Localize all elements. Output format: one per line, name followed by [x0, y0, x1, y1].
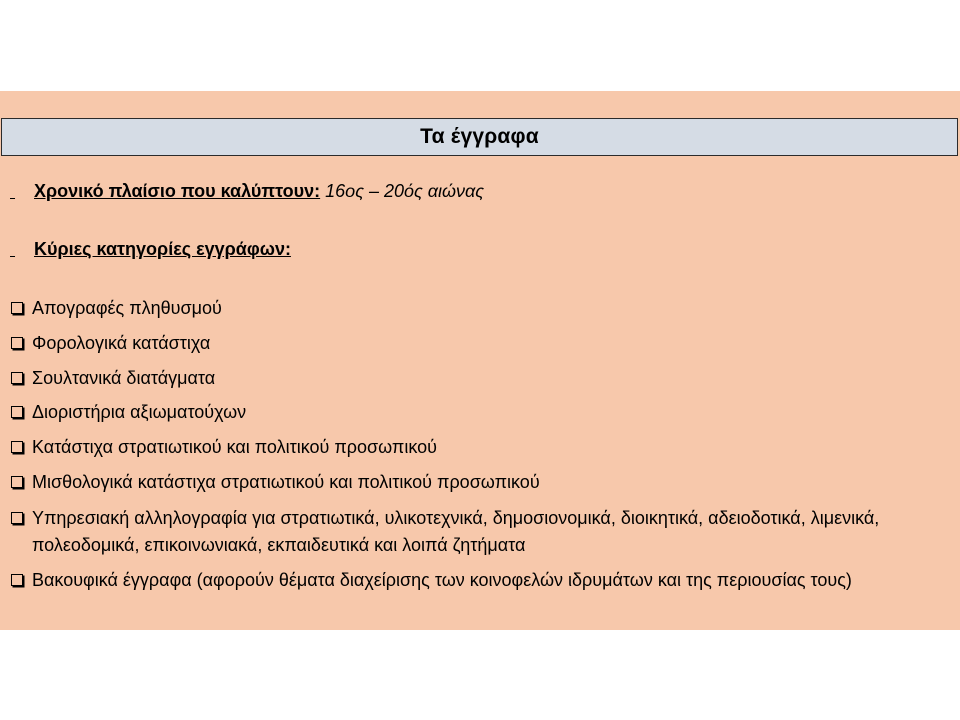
list-item-text: Υπηρεσιακή αλληλογραφία για στρατιωτικά, υλικοτεχνικά, δημοσιονομικά, διοικητικά, αδειοδοτικά, λιμενικά, πολεοδομικά, επικοινωνιακά, εκπαιδευτικά και λοιπά ζητήματα: [32, 508, 880, 555]
checkbox-bullet-icon: [11, 574, 23, 586]
checkbox-bullet-icon: [11, 476, 23, 488]
indent-underline: [10, 181, 34, 202]
checkbox-bullet-icon: [11, 337, 23, 349]
checkbox-bullet-icon: [11, 512, 23, 524]
checkbox-bullet-icon: [11, 441, 23, 453]
checkbox-bullet-icon: [11, 406, 23, 418]
list-item-text: Βακουφικά έγγραφα (αφορούν θέματα διαχείρισης των κοινοφελών ιδρυμάτων και της περιουσίας τους): [32, 570, 852, 590]
checkbox-bullet-icon: [11, 302, 23, 314]
list-item-text: Μισθολογικά κατάστιχα στρατιωτικού και πολιτικού προσωπικού: [32, 472, 540, 492]
list-item: [10, 330, 950, 357]
page-title: Τα έγγραφα: [420, 125, 539, 148]
timeframe-line: [10, 181, 484, 202]
list-item: [10, 434, 950, 461]
timeframe-value: 16ος – 20ός αιώνας: [325, 181, 485, 201]
timeframe-label: Χρονικό πλαίσιο που καλύπτουν:: [34, 181, 321, 201]
list-item-text: Σουλτανικά διατάγματα: [32, 368, 216, 388]
list-item-text: Απογραφές πληθυσμού: [32, 298, 222, 318]
list-item: [10, 469, 950, 496]
list-item: [10, 567, 950, 594]
categories-heading: Κύριες κατηγορίες εγγράφων:: [34, 239, 291, 259]
checkbox-bullet-icon: [11, 372, 23, 384]
list-item-text: Διοριστήρια αξιωματούχων: [32, 402, 247, 422]
list-item-text: Κατάστιχα στρατιωτικού και πολιτικού προσωπικού: [32, 437, 437, 457]
list-item: [10, 399, 950, 426]
list-item-text: Φορολογικά κατάστιχα: [32, 333, 211, 353]
categories-heading-line: [10, 239, 291, 260]
list-item: [10, 505, 950, 559]
indent-underline: [10, 239, 34, 260]
list-item: [10, 295, 950, 322]
title-bar: [1, 118, 958, 156]
list-item: [10, 365, 950, 392]
